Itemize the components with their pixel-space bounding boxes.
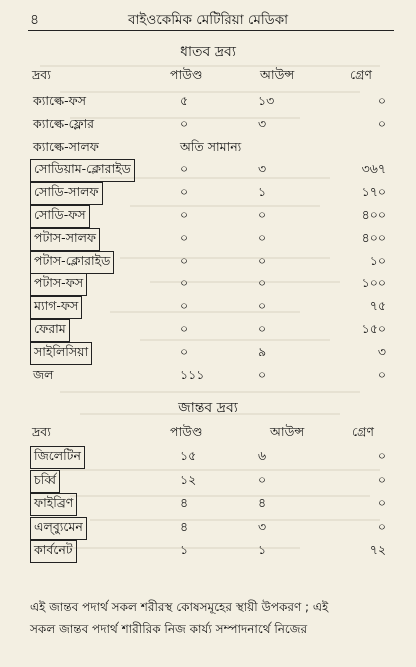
- table-row: [0, 251, 416, 273]
- substance-name: ফাইব্রিণ: [30, 493, 77, 516]
- substance-name: জিলেটিন: [30, 446, 85, 469]
- grain-value: ০: [377, 495, 386, 510]
- column-header-grain: গ্রেণ: [350, 67, 372, 82]
- table-row: [0, 540, 416, 562]
- table-row: [0, 273, 416, 295]
- substance-name: পটাস-ফস: [30, 273, 87, 296]
- pound-value: ৫: [180, 93, 189, 108]
- pound-value: ০: [180, 161, 189, 177]
- grain-value: ৩৬৭: [361, 161, 386, 177]
- table-row: [0, 517, 416, 539]
- ounce-value: ৩: [258, 161, 267, 177]
- column-header-substance: দ্রব্য: [32, 424, 51, 439]
- ounce-value: ৩: [258, 115, 267, 131]
- page-number: ৪: [30, 12, 40, 28]
- substance-name: ক্যাল্কে-ফস: [33, 93, 86, 108]
- ounce-value: ০: [258, 366, 267, 382]
- pound-value: ১১১: [180, 366, 205, 382]
- grain-value: ১৫০: [361, 321, 386, 336]
- substance-name: জল: [33, 366, 54, 382]
- column-header-grain: গ্রেণ: [352, 424, 374, 439]
- column-header-ounce: আউন্স: [260, 67, 295, 82]
- ounce-value: ০: [258, 298, 267, 314]
- ounce-value: ১: [258, 184, 267, 200]
- pound-value: ০: [180, 115, 189, 131]
- substance-name: পটাস-ক্লোরাইড: [30, 251, 114, 274]
- ounce-value: ৩: [258, 518, 267, 534]
- table-row: [0, 114, 416, 136]
- ounce-value: ০: [258, 471, 267, 487]
- ounce-value: ০: [258, 275, 267, 291]
- ounce-value: ০: [258, 321, 267, 336]
- pound-value: অতি সামান্য: [180, 138, 242, 154]
- grain-value: ০: [377, 518, 386, 534]
- pound-value: ০: [180, 321, 189, 336]
- table-row: [0, 91, 416, 113]
- table-row: [0, 182, 416, 204]
- grain-value: ০: [377, 115, 386, 131]
- table-row: [0, 446, 416, 468]
- grain-value: ৪০০: [361, 229, 386, 245]
- table-row: [0, 470, 416, 492]
- paragraph-line-2: সকল জান্তব পদার্থ শারীরিক নিজ কার্য্য সম্পাদনার্থে নিজের: [30, 622, 308, 636]
- grain-value: ৩: [377, 343, 386, 359]
- grain-value: ১০: [369, 252, 386, 268]
- grain-value: ৪০০: [361, 207, 386, 222]
- ounce-value: ০: [258, 252, 267, 268]
- ounce-value: ১৩: [258, 93, 275, 108]
- column-header-pound: পাউণ্ড: [170, 424, 203, 439]
- pound-value: ১২: [180, 471, 197, 487]
- table-row: [0, 205, 416, 227]
- paragraph-line-1: এই জান্তব পদার্থ সকল শরীরস্থ কোষসমূহের স্থায়ী উপকরণ ; এই: [30, 600, 329, 614]
- pound-value: ০: [180, 184, 189, 200]
- pound-value: ০: [180, 298, 189, 314]
- grain-value: ০: [377, 366, 386, 382]
- table-row: [0, 137, 416, 159]
- table-row: [0, 319, 416, 341]
- column-header-pound: পাউণ্ড: [170, 67, 203, 82]
- ounce-value: ৬: [258, 448, 267, 463]
- substance-name: সোডি-ফস: [30, 205, 90, 228]
- substance-name: এল্‌ব্যুমেন: [30, 517, 87, 540]
- pound-value: ১: [180, 542, 189, 557]
- pound-value: ০: [180, 275, 189, 291]
- grain-value: ০: [377, 448, 386, 463]
- body-paragraph: [30, 596, 394, 640]
- pound-value: ৪: [180, 518, 189, 534]
- running-title: বাইওকেমিক মেটিরিয়া মেডিকা: [127, 12, 289, 28]
- pound-value: ০: [180, 252, 189, 268]
- substance-name: পটাস-সালফ: [30, 228, 100, 251]
- substance-name: ফেরাম: [30, 319, 70, 342]
- pound-value: ৪: [180, 495, 189, 510]
- ounce-value: ০: [258, 207, 267, 222]
- animal-section-title: জান্তব দ্রব্য: [178, 400, 238, 416]
- pound-value: ০: [180, 343, 189, 359]
- ounce-value: ৯: [258, 343, 267, 359]
- header-rule: [28, 30, 394, 31]
- pound-value: ০: [180, 229, 189, 245]
- substance-name: ম্যাগ-ফস: [30, 296, 82, 319]
- table-row: [0, 228, 416, 250]
- ounce-value: ৪: [258, 495, 267, 510]
- table-row: [0, 342, 416, 364]
- substance-name: ক্যাল্কে-ফ্লোর: [33, 115, 95, 131]
- grain-value: ০: [377, 93, 386, 108]
- substance-name: কার্বনেট: [30, 540, 77, 563]
- substance-name: চর্ব্বি: [30, 470, 60, 493]
- substance-name: সাইলিসিয়া: [30, 342, 92, 365]
- table-row: [0, 365, 416, 387]
- pound-value: ০: [180, 207, 189, 222]
- column-header-substance: দ্রব্য: [32, 67, 51, 82]
- column-header-ounce: আউন্স: [270, 424, 305, 439]
- mineral-section-title: ধাতব দ্রব্য: [180, 44, 236, 60]
- grain-value: ০: [377, 471, 386, 487]
- substance-name: ক্যাল্কে-সালফ: [33, 138, 99, 154]
- grain-value: ৭২: [369, 542, 386, 557]
- grain-value: ১০০: [361, 275, 386, 291]
- table-row: [0, 296, 416, 318]
- grain-value: ১৭০: [361, 184, 386, 200]
- table-row: [0, 493, 416, 515]
- grain-value: ৭৫: [369, 298, 386, 314]
- ounce-value: ০: [258, 229, 267, 245]
- substance-name: সোডি-সালফ: [30, 182, 103, 205]
- substance-name: সোডিয়াম-ক্লোরাইড: [30, 159, 135, 182]
- table-row: [0, 159, 416, 181]
- pound-value: ১৫: [180, 448, 197, 463]
- ounce-value: ১: [258, 542, 267, 557]
